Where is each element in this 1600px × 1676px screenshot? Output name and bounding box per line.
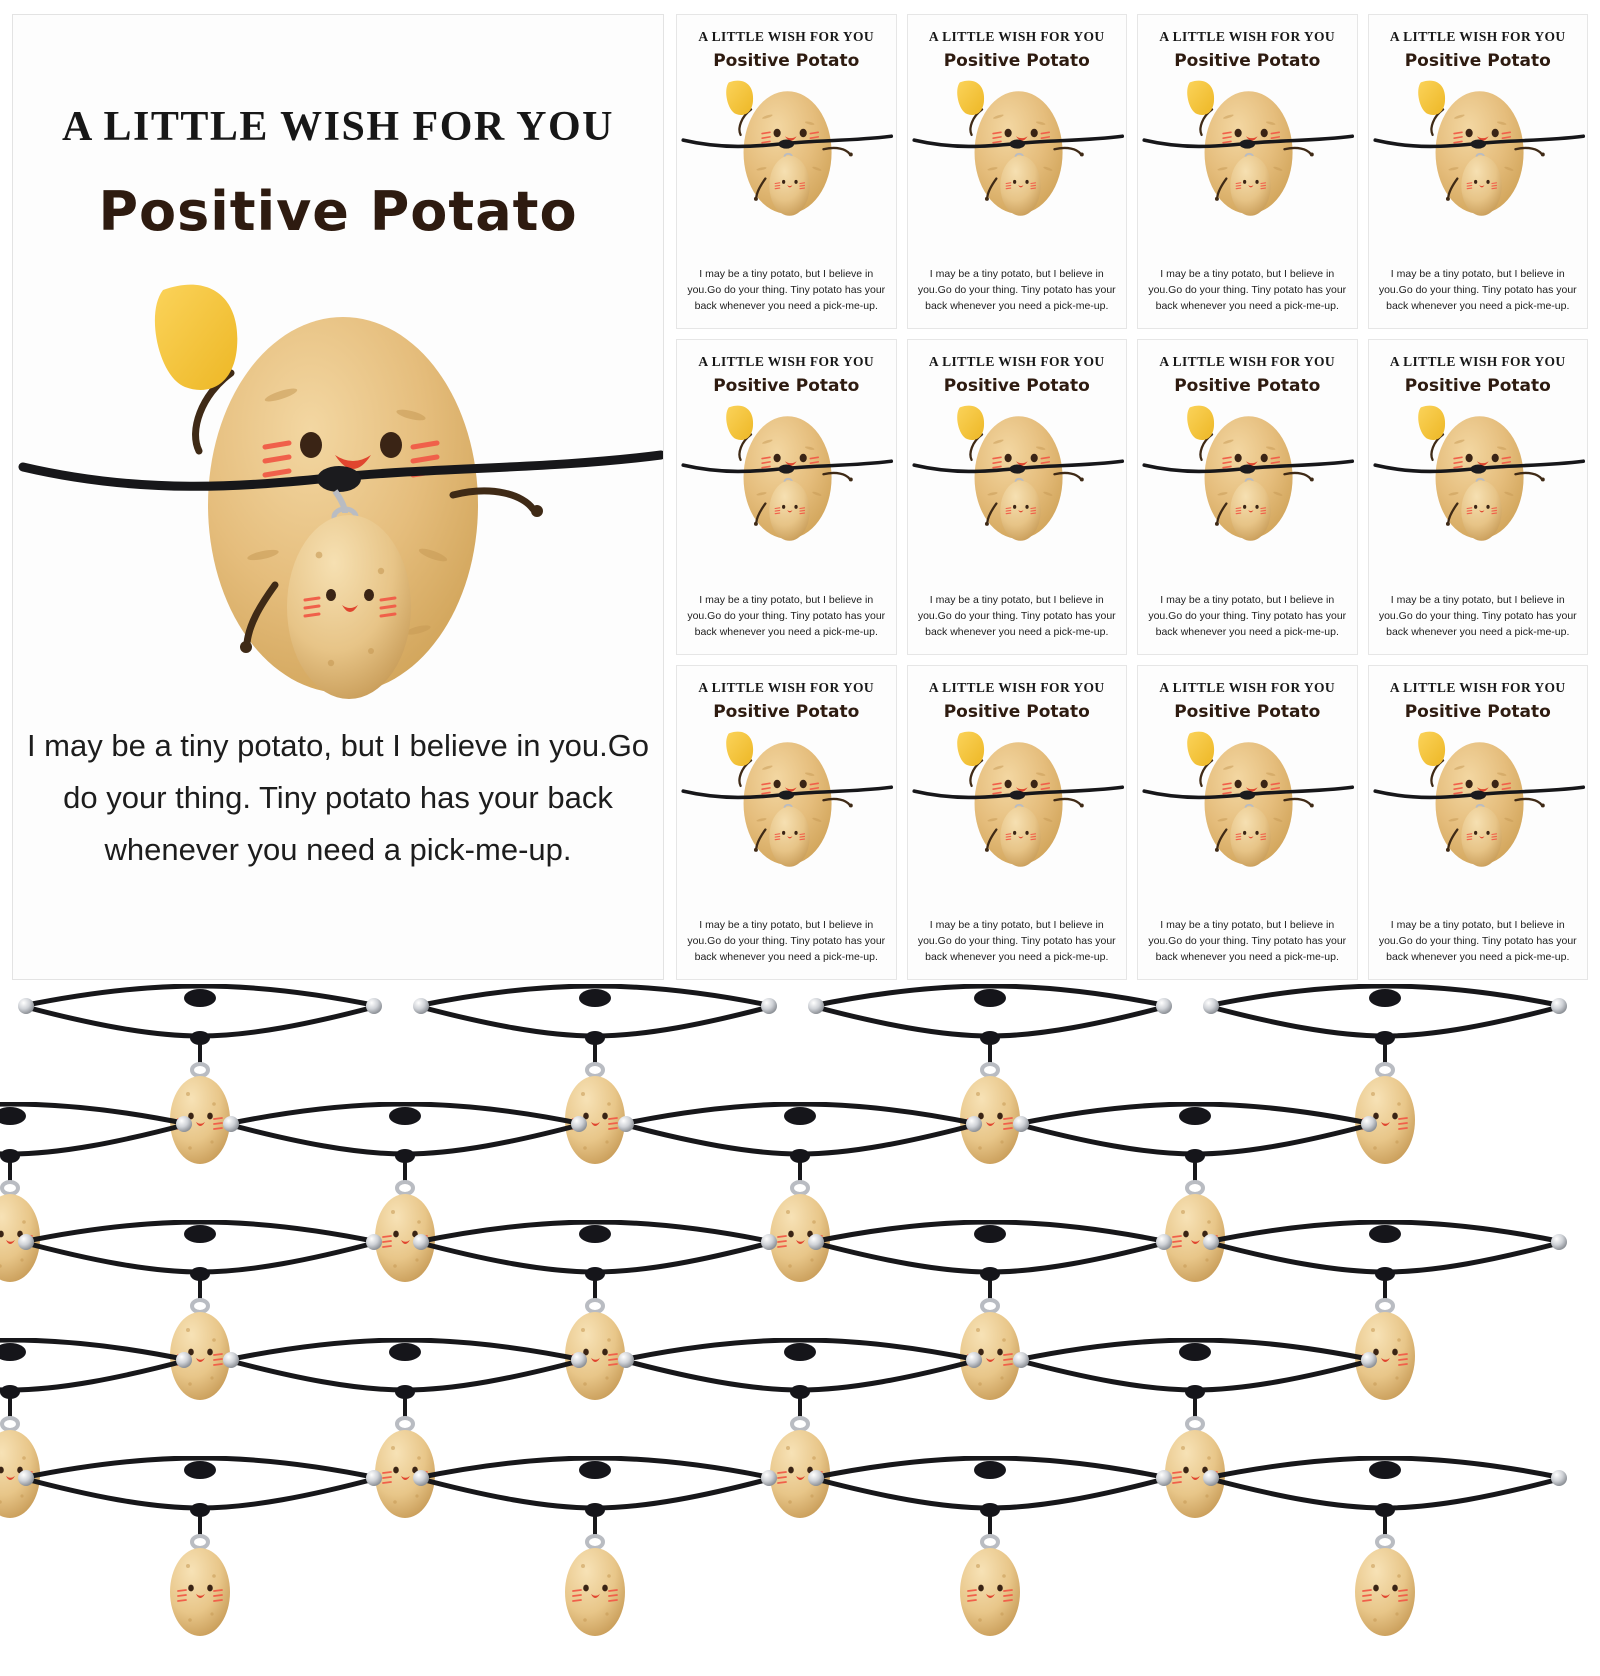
page-title: A LITTLE WISH FOR YOU [62,104,614,150]
mini-card-message: I may be a tiny potato, but I believe in you.Go do your thing. Tiny potato has your back whenever you need a pick-me-up. [917,268,1116,313]
mini-card-product-name: Positive Potato [1174,376,1321,397]
mini-potato-illustration [677,71,896,221]
mini-card-product-name: Positive Potato [713,51,860,71]
mini-card-product-name: Positive Potato [943,701,1090,722]
mini-card-product-name: Positive Potato [713,701,860,722]
mini-potato-illustration-svg [677,71,896,221]
mini-card-title: A LITTLE WISH FOR YOU [698,679,875,695]
bracelet-grid [0,992,1600,1600]
mini-wish-card-4 [1368,14,1589,329]
mini-card-title: A LITTLE WISH FOR YOU [698,29,875,44]
product-name: Positive Potato [98,180,578,243]
mini-wish-card-5 [676,339,897,654]
mini-wish-card-9 [676,665,897,980]
mini-card-message: I may be a tiny potato, but I believe in you.Go do your thing. Tiny potato has your back whenever you need a pick-me-up. [687,268,886,313]
bracelet-svg [395,1456,795,1671]
mini-wish-card-12 [1368,665,1589,980]
mini-potato-illustration-svg [677,396,896,546]
mini-wish-card-6 [907,339,1128,654]
mini-card-message: I may be a tiny potato, but I believe in you.Go do your thing. Tiny potato has your back whenever you need a pick-me-up. [917,919,1116,963]
mini-card-title: A LITTLE WISH FOR YOU [928,354,1105,370]
mini-potato-illustration-svg [908,396,1127,546]
mini-card-title: A LITTLE WISH FOR YOU [1159,354,1336,370]
mini-card-message: I may be a tiny potato, but I believe in you.Go do your thing. Tiny potato has your back whenever you need a pick-me-up. [687,593,886,638]
mini-potato-illustration [908,722,1127,872]
mini-card-title: A LITTLE WISH FOR YOU [1389,354,1566,370]
potato-bracelet-19 [790,1456,1190,1671]
mini-card-title: A LITTLE WISH FOR YOU [1389,29,1566,44]
mini-wish-card-2 [907,14,1128,329]
mini-card-product-name: Positive Potato [943,376,1090,397]
mini-potato-illustration [1138,396,1357,546]
bracelet-svg [790,1456,1190,1671]
mini-potato-illustration-svg [908,71,1127,221]
bracelet-svg [1185,1456,1585,1671]
mini-potato-illustration [677,396,896,546]
mini-wish-card-8 [1368,339,1589,654]
mini-card-title: A LITTLE WISH FOR YOU [1389,679,1566,695]
mini-card-product-name: Positive Potato [713,376,860,397]
mini-potato-illustration-svg [908,722,1127,872]
mini-card-product-name: Positive Potato [943,51,1090,71]
mini-potato-illustration-svg [1369,396,1588,546]
mini-card-title: A LITTLE WISH FOR YOU [1159,679,1336,695]
mini-potato-illustration-svg [1369,722,1588,872]
mini-card-title: A LITTLE WISH FOR YOU [928,679,1105,695]
mini-card-title: A LITTLE WISH FOR YOU [698,354,875,370]
mini-potato-illustration [908,396,1127,546]
mini-wish-card-1 [676,14,897,329]
mini-potato-illustration [1138,71,1357,221]
mini-card-product-name: Positive Potato [1174,701,1321,722]
mini-card-message: I may be a tiny potato, but I believe in you.Go do your thing. Tiny potato has your back whenever you need a pick-me-up. [917,593,1116,638]
mini-potato-illustration [1369,396,1588,546]
potato-bracelet-20 [1185,1456,1585,1671]
mini-potato-illustration [1138,722,1357,872]
mini-card-title: A LITTLE WISH FOR YOU [1159,29,1336,44]
mini-card-message: I may be a tiny potato, but I believe in you.Go do your thing. Tiny potato has your back whenever you need a pick-me-up. [687,919,886,963]
hero-wish-card [12,14,664,980]
mini-potato-illustration-svg [1369,71,1588,221]
potato-illustration [13,255,664,715]
mini-potato-illustration-svg [677,722,896,872]
mini-potato-illustration [908,71,1127,221]
mini-potato-illustration [677,722,896,872]
mini-card-product-name: Positive Potato [1404,376,1551,397]
mini-card-message: I may be a tiny potato, but I believe in you.Go do your thing. Tiny potato has your back whenever you need a pick-me-up. [1148,919,1347,963]
potato-bracelet-17 [0,1456,400,1671]
mini-card-product-name: Positive Potato [1174,51,1321,71]
mini-potato-illustration-svg [1138,71,1357,221]
mini-potato-illustration [1369,71,1588,221]
card-thumbnail-grid [676,14,1588,980]
potato-bracelet-18 [395,1456,795,1671]
mini-card-product-name: Positive Potato [1404,701,1551,722]
bracelet-svg [0,1456,400,1671]
mini-wish-card-3 [1137,14,1358,329]
mini-wish-card-10 [907,665,1128,980]
mini-card-message: I may be a tiny potato, but I believe in you.Go do your thing. Tiny potato has your back whenever you need a pick-me-up. [1378,268,1577,313]
mini-potato-illustration [1369,722,1588,872]
mini-card-message: I may be a tiny potato, but I believe in you.Go do your thing. Tiny potato has your back whenever you need a pick-me-up. [1378,593,1577,638]
mini-potato-illustration-svg [1138,722,1357,872]
mini-wish-card-11 [1137,665,1358,980]
mini-wish-card-7 [1137,339,1358,654]
card-message: I may be a tiny potato, but I believe in you.Go do your thing. Tiny potato has your back whenever you need a pick-me-up. [26,728,650,867]
mini-potato-illustration-svg [1138,396,1357,546]
mini-card-message: I may be a tiny potato, but I believe in you.Go do your thing. Tiny potato has your back whenever you need a pick-me-up. [1148,268,1347,313]
mini-card-title: A LITTLE WISH FOR YOU [928,29,1105,44]
potato-illustration-svg [13,255,664,715]
mini-card-product-name: Positive Potato [1404,51,1551,71]
mini-card-message: I may be a tiny potato, but I believe in you.Go do your thing. Tiny potato has your back whenever you need a pick-me-up. [1148,593,1347,638]
mini-card-message: I may be a tiny potato, but I believe in you.Go do your thing. Tiny potato has your back whenever you need a pick-me-up. [1378,919,1577,963]
